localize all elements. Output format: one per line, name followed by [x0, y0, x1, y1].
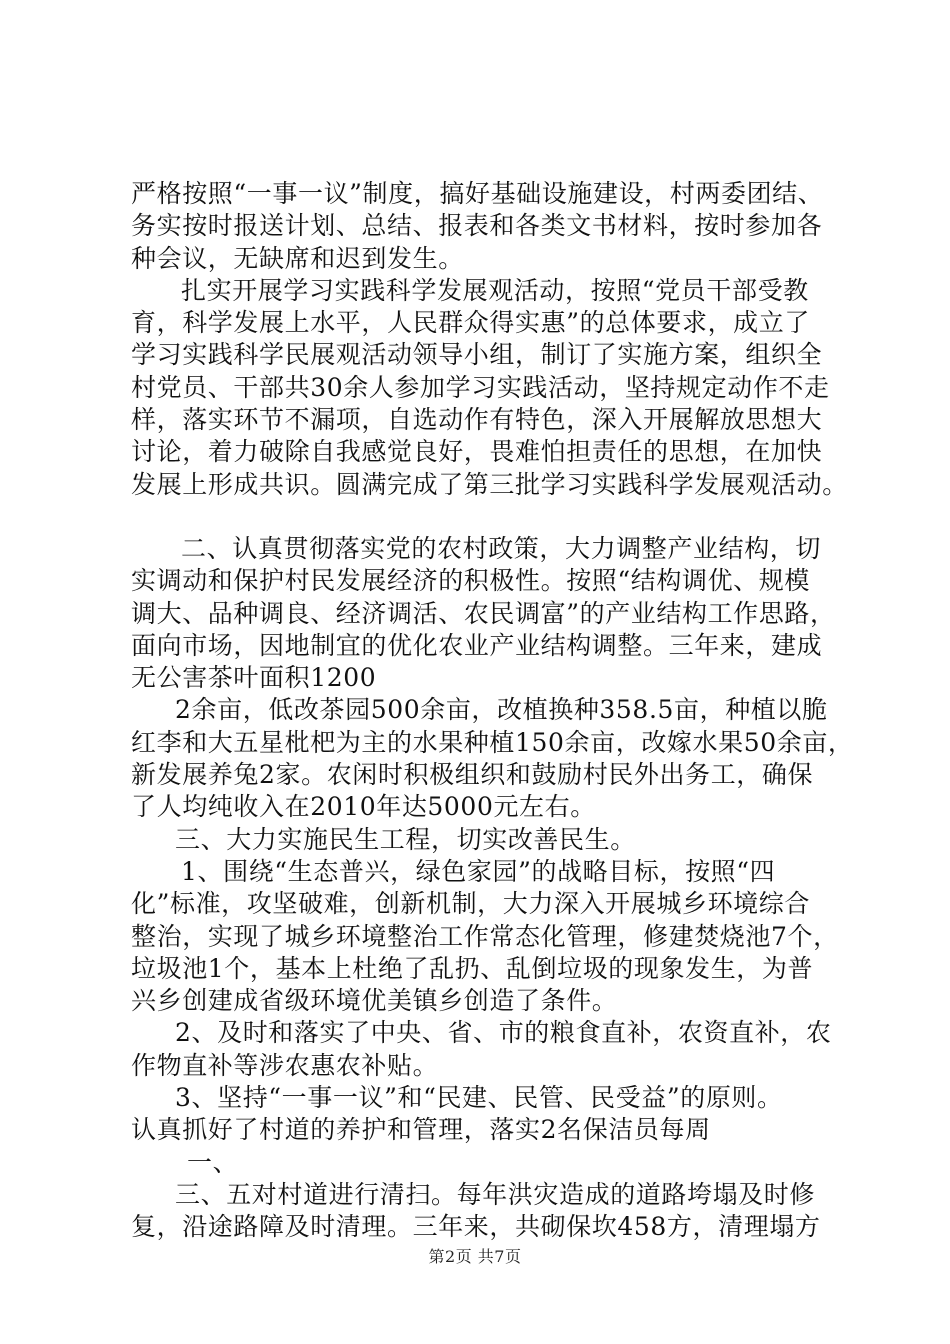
- text-line: 化”标准，攻坚破难，创新机制，大力深入开展城乡环境综合: [131, 889, 810, 919]
- text-line: 一、: [187, 1147, 239, 1177]
- section-heading-line: 三、大力实施民生工程，切实改善民生。: [175, 824, 636, 854]
- paragraph-start-line: 扎实开展学习实践科学发展观活动，按照“党员干部受教: [181, 275, 809, 305]
- paragraph-start-line: 2余亩，低改茶园500余亩，改植换种358.5亩，种植以脆: [175, 695, 828, 725]
- text-line: 村党员、干部共30余人参加学习实践活动，坚持规定动作不走: [131, 372, 830, 402]
- text-line: 复，沿途路障及时清理。三年来，共砌保坎458方，清理塌方: [131, 1212, 821, 1242]
- text-line: 学习实践科学民展观活动领导小组，制订了实施方案，组织全: [131, 340, 823, 370]
- text-line: 认真抓好了村道的养护和管理，落实2名保洁员每周: [131, 1115, 711, 1145]
- paragraph-start-line: 1、围绕“生态普兴，绿色家园”的战略目标，按照“四: [181, 856, 776, 886]
- text-line: 作物直补等涉农惠农补贴。: [131, 1050, 439, 1080]
- text-line: 种会议，无缺席和迟到发生。: [131, 243, 464, 273]
- page-number-footer: 第2页 共7页: [428, 1247, 522, 1266]
- paragraph-start-line: 3、坚持“一事一议”和“民建、民管、民受益”的原则。: [175, 1083, 783, 1113]
- text-line: 讨论，着力破除自我感觉良好，畏难怕担责任的思想，在加快: [131, 437, 823, 467]
- text-line: 育，科学发展上水平，人民群众得实惠”的总体要求，成立了: [131, 308, 810, 338]
- paragraph-start-line: 2、及时和落实了中央、省、市的粮食直补，农资直补，农: [175, 1018, 832, 1048]
- text-line: 无公害茶叶面积1200: [131, 663, 377, 693]
- text-line: 样，落实环节不漏项，自选动作有特色，深入开展解放思想大: [131, 405, 823, 435]
- text-line: 新发展养兔2家。农闲时积极组织和鼓励村民外出务工，确保: [131, 760, 814, 790]
- text-line: 垃圾池1个，基本上杜绝了乱扔、乱倒垃圾的现象发生，为普: [131, 953, 814, 983]
- section-heading-line: 二、认真贯彻落实党的农村政策，大力调整产业结构，切: [181, 533, 822, 563]
- text-line: 务实按时报送计划、总结、报表和各类文书材料，按时参加各: [131, 211, 823, 241]
- text-line: 发展上形成共识。圆满完成了第三批学习实践科学发展观活动。: [131, 469, 848, 499]
- text-line: 兴乡创建成省级环境优美镇乡创造了条件。: [131, 986, 618, 1016]
- text-line: 了人均纯收入在2010年达5000元左右。: [131, 792, 596, 822]
- paragraph-start-line: 三、五对村道进行清扫。每年洪灾造成的道路垮塌及时修: [175, 1179, 816, 1209]
- text-line: 整治，实现了城乡环境整治工作常态化管理，修建焚烧池7个，: [131, 921, 839, 951]
- text-line: 红李和大五星枇杷为主的水果种植150余亩，改嫁水果50余亩，: [131, 727, 854, 757]
- text-line: 实调动和保护村民发展经济的积极性。按照“结构调优、规模: [131, 566, 810, 596]
- document-body: [131, 178, 854, 1244]
- text-line: 严格按照“一事一议”制度，搞好基础设施建设，村两委团结、: [131, 179, 824, 208]
- text-line: 调大、品种调良、经济调活、农民调富”的产业结构工作思路，: [131, 598, 836, 628]
- text-line: 面向市场，因地制宜的优化农业产业结构调整。三年来，建成: [131, 630, 823, 660]
